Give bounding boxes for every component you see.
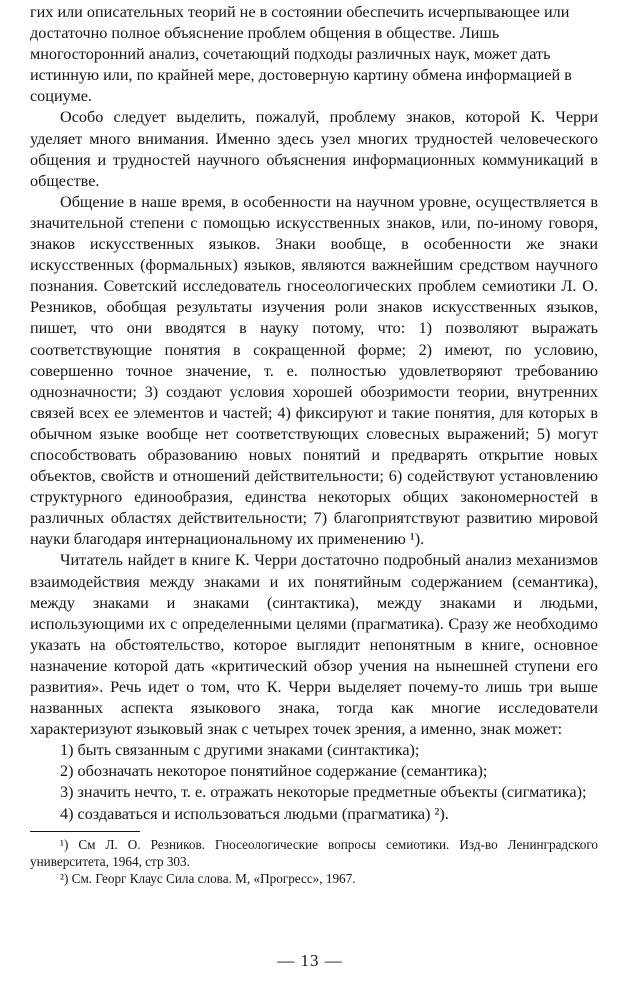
paragraph-2: Особо следует выделить, пожалуй, проблему знаков, которой К. Черри уделяет много внимания. Именно здесь узел многих трудностей человеческого общения и трудностей научного объяснения информационных коммуникаций в обществе. [30, 108, 598, 190]
main-text [30, 2, 598, 825]
list-item-4: 4) создаваться и использоваться людьми (прагматика) ²). [60, 804, 449, 823]
footnote-1: ¹) См Л. О. Резников. Гносеологические вопросы семиотики. Изд-во Ленинградского университета, 1964, стр 303. [30, 836, 598, 869]
paragraph-3: Общение в наше время, в особенности на научном уровне, осуществляется в значительной степени с помощью искусственных знаков, или, по-иному говоря, знаков искусственных языков. Знаки вообще, в особенности же знаки искусственных (формальных) языков, являются важнейшим средством научного познания. Советский исследователь гносеологических проблем семиотики Л. О. Резников, обобщая результаты изучения роли знаков искусственных языков, пишет, что они вводятся в науку потому, что: 1) позволяют выражать соответствующие понятия в сокращенной форме; 2) имеют, по условию, совершенно точное значение, т. е. полностью удовлетворяют требованию однозначности; 3) создают условия хорошей обозримости теории, внутренних связей всех ее элементов и частей; 4) фиксируют и такие понятия, для которых в обычном языке вообще нет соответствующих словесных выражений; 5) могут способствовать образованию новых понятий и предварять открытие новых объектов, свойств и отношений действительности; 6) содействуют установлению структурного единообразия, единства некоторых общих закономерностей в различных областях действительности; 7) благоприятствуют развитию мировой науки благодаря интернациональному их применению ¹). [30, 192, 598, 549]
paragraph-1: гих или описательных теорий не в состоянии обеспечить исчерпывающее или достаточно полное объяснение проблем общения в обществе. Лишь многосторонний анализ, сочетающий подходы различных наук, может дать истинную или, по крайней мере, достоверную картину обмена информацией в социуме. [30, 3, 572, 106]
list-item-3: 3) значить нечто, т. е. отражать некоторые предметные объекты (сигматика); [60, 783, 587, 802]
footnote-2: ²) См. Георг Клаус Сила слова. М, «Прогресс», 1967. [60, 870, 356, 886]
footnotes [30, 836, 598, 887]
list-item-1: 1) быть связанным с другими знаками (синтактика); [60, 741, 420, 760]
list-item-2: 2) обозначать некоторое понятийное содержание (семантика); [60, 762, 488, 781]
page-number: — 13 — [277, 951, 343, 970]
paragraph-4: Читатель найдет в книге К. Черри достаточно подробный анализ механизмов взаимодействия между знаками и их понятийным содержанием (семантика), между знаками и знаками (синтактика), между знаками и людьми, использующими их с определенными целями (прагматика). Сразу же необходимо указать на обстоятельство, которое выглядит непонятным в книге, основное назначение которой дать «критический обзор учения на нынешней ступени его развития». Речь идет о том, что К. Черри выделяет почему-то лишь три выше названных аспекта языкового знака, тогда как многие исследователи характеризуют языковый знак с четырех точек зрения, а именно, знак может: [30, 551, 598, 739]
footnote-divider [30, 831, 140, 832]
